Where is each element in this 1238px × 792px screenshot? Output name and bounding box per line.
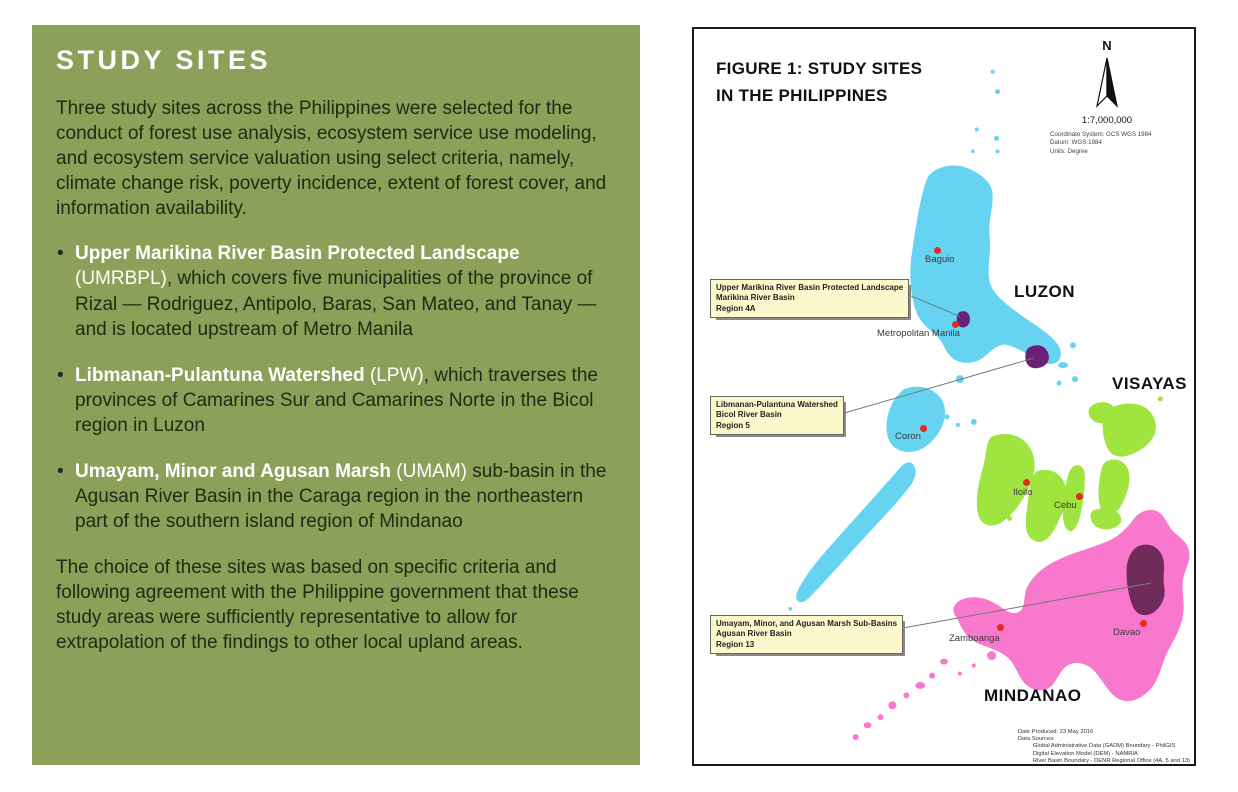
callout-umayam-agusan	[710, 615, 903, 654]
city-dot-icon	[1076, 493, 1083, 500]
figure-title	[716, 55, 922, 109]
site-name: Umayam, Minor and Agusan Marsh	[75, 460, 392, 482]
callout-upper-marikina	[710, 279, 909, 318]
map-credits	[1018, 729, 1190, 765]
site-acronym: (UMRBPL)	[75, 268, 167, 290]
callout-line: Region 13	[716, 639, 755, 649]
callout-line: Region 5	[716, 420, 750, 430]
bullet-icon: •	[57, 460, 64, 482]
callout-line: Region 4A	[716, 303, 756, 313]
intro-paragraph: Three study sites across the Philippines were selected for the conduct of forest use analysis, ecosystem service use modeling, and ecosystem service valuation using select criteria, namely, climate change risk, poverty incidence, extent of forest cover, and information availability.	[56, 98, 607, 220]
callout-line: Marikina River Basin	[716, 293, 795, 303]
city-dot-icon	[997, 624, 1004, 631]
city-dot-icon	[1140, 620, 1147, 627]
map-canvas	[694, 29, 1194, 764]
city-label: Metropolitan Manila	[877, 328, 960, 339]
list-item-umrbpl	[56, 241, 616, 341]
figure-1-map	[692, 27, 1196, 766]
closing-paragraph: The choice of these sites was based on specific criteria and following agreement with the Philippine government that these study areas were sufficiently representative to allow for extrapolation of the findings to other local upland areas.	[56, 557, 579, 654]
city-dot-icon	[952, 321, 959, 328]
site-name: Libmanan-Pulantuna Watershed	[75, 364, 365, 386]
north-label: N	[1102, 38, 1112, 53]
study-sites-panel	[32, 25, 640, 765]
region-label-visayas: VISAYAS	[1112, 374, 1188, 393]
data-source: Digital Elevation Model (DEM) - NAMRIA	[1032, 750, 1138, 757]
site-shape-marikina	[957, 311, 970, 327]
city-dot-icon	[1023, 479, 1030, 486]
city-label: Cebu	[1054, 500, 1077, 511]
region-label-mindanao: MINDANAO	[984, 686, 1082, 705]
callout-line: Libmanan-Pulantuna Watershed	[716, 400, 838, 409]
site-description: , which traverses the provinces of Camarines Sur and Camarines Norte in the Bicol region in Luzon	[75, 364, 598, 436]
study-site-list	[56, 241, 616, 534]
site-shape-umam	[1127, 545, 1165, 616]
list-item-lpw	[56, 363, 616, 438]
city-label: Baguio	[925, 254, 955, 265]
callout-line: Agusan River Basin	[716, 629, 792, 639]
region-label-luzon: LUZON	[1014, 282, 1076, 301]
data-source: River Basin Boundary - DENR Regional Office (4A, 5 and 13)	[1032, 757, 1190, 764]
list-item-umam	[56, 459, 616, 534]
callout-line: Umayam, Minor, and Agusan Marsh Sub-Basins	[716, 619, 898, 628]
site-description: sub-basin in the Agusan River Basin in the Caraga region in the northeastern part of the southern island region of Mindanao	[75, 460, 607, 533]
site-name: Upper Marikina River Basin Protected Landscape	[75, 243, 520, 265]
site-acronym: (UMAM)	[391, 460, 468, 482]
panel-title: STUDY SITES	[56, 45, 272, 75]
figure-title-line2: IN THE PHILIPPINES	[716, 86, 888, 105]
datum: Datum: WGS 1984	[1050, 139, 1102, 147]
bullet-icon: •	[57, 364, 64, 386]
callout-line: Bicol River Basin	[716, 410, 782, 420]
site-description: , which covers five municipalities of the province of Rizal — Rodriguez, Antipolo, Baras, San Mateo, and Tanay — and is located upstream of Metro Manila	[75, 268, 597, 340]
city-label: Coron	[895, 431, 921, 442]
city-label: Zamboanga	[949, 633, 1000, 644]
callout-line: Upper Marikina River Basin Protected Landscape	[716, 283, 904, 292]
site-acronym: (LPW)	[364, 364, 424, 386]
bullet-icon: •	[57, 243, 64, 265]
north-arrow-icon	[1093, 56, 1121, 112]
city-label: Iloilo	[1013, 487, 1033, 498]
figure-title-line1: FIGURE 1: STUDY SITES	[716, 59, 923, 78]
coordinate-system: Coordinate System: GCS WGS 1984	[1050, 131, 1152, 138]
data-sources-label: Data Sources:	[1017, 736, 1055, 743]
scale-label: 1:7,000,000	[1081, 115, 1133, 126]
units: Units: Degree	[1050, 147, 1088, 155]
city-label: Davao	[1113, 627, 1141, 638]
city-dot-icon	[934, 247, 941, 254]
date-produced: Date Produced: 23 May 2016	[1017, 729, 1094, 735]
site-shape-bicol	[1025, 345, 1049, 368]
data-source: Global Administrative Data (GADM) Boundary - PhilGIS	[1032, 743, 1176, 750]
projection-info	[1050, 131, 1151, 156]
callout-libmanan-pulantuna	[710, 396, 844, 435]
